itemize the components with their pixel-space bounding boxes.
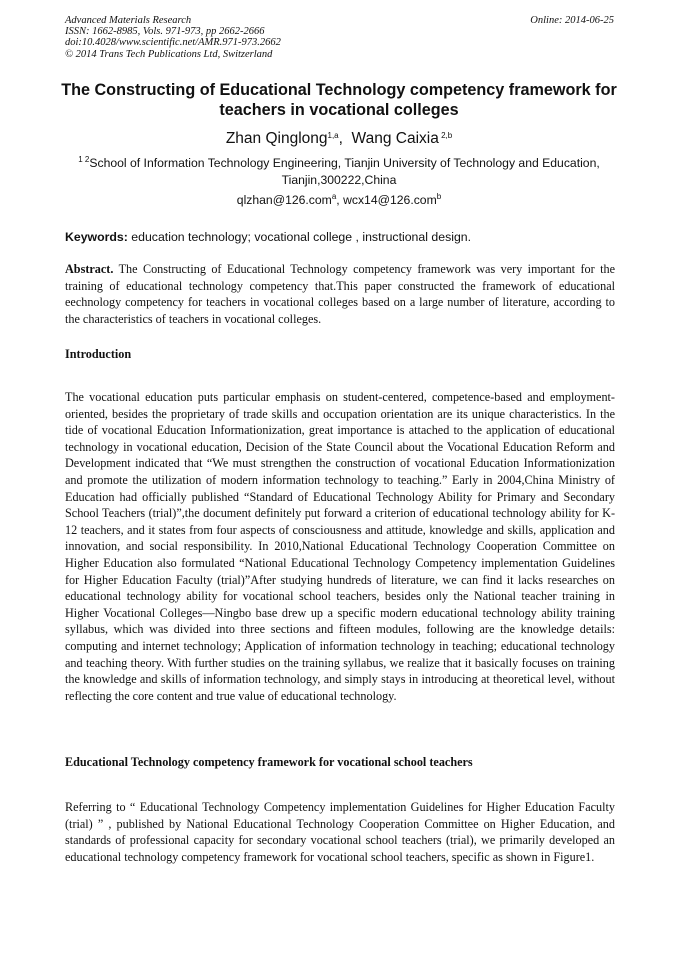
doi-line: doi:10.4028/www.scientific.net/AMR.971-973.2662 bbox=[65, 37, 281, 49]
abstract-text: The Constructing of Educational Technology competency framework was very important for the training of educational technology competency that.This paper constructed the framework of educational eechnology competency for teachers in vocational colleges based on a large number of literature, according to the characteristics of teachers in vocational colleges. bbox=[65, 262, 615, 326]
affiliation-superscript: 1 2 bbox=[78, 155, 90, 164]
author-line bbox=[60, 129, 618, 148]
framework-paragraph: Referring to “ Educational Technology Competency implementation Guidelines for Higher Education Faculty (trial) ” , published by National Educational Technology Cooperation Committee on Higher Education, and standards of professional capacity for secondary vocational school teachers (trial), we primarily developed an educational technology competency framework for vocational school teachers, specific as shown in Figure1. bbox=[65, 800, 615, 864]
author-name: Wang Caixia bbox=[351, 130, 439, 147]
journal-header bbox=[65, 15, 281, 60]
keywords bbox=[65, 229, 615, 245]
section-heading-introduction: Introduction bbox=[65, 347, 132, 361]
online-date: Online: 2014-06-25 bbox=[530, 15, 614, 26]
email-superscript: b bbox=[436, 192, 442, 201]
introduction-paragraph: The vocational education puts particular emphasis on student-centered, competence-based and employment-oriented, besides the proprietary of trade skills and occupation orientation are its unique characteristics. In the tide of vocational Education Informationization, great importance is attached to the application of educational technology in vocational education, Decision of the State Council about the Vocational Education Reform and Development indicated that “We must strengthen the construction of vocational Education Informationization and promote the utilization of modern information technology to teaching.” Early in 2004,China Ministry of Education had officially published “Standard of Educational Technology Ability for Primary and Secondary School Teachers (trial)”,the document definitely put forward a criterion of educational technology ability for K-12 teachers, and it states from four aspects of consciousness and attitude, knowledge and skills, application and innovation, and social responsibility. In 2010,National Educational Technology Cooperation Committee on Higher Education also formulated “National Educational Technology Competency implementation Guidelines for Higher Education Faculty (trial)”After studying hundreds of literature, we can find it lacks researches on educational technology ability for vocational school teachers, besides only the National teacher training in Higher Vocational Colleges—Ningbo base drew up a specific modern educational technology ability training syllabus, which was divided into three sections and fifteen modules, following are the knowledge details: computing and internet technology; Application of information technology in teaching; educational technology and teaching theory. With further studies on the training syllabus, we realize that it basically focuses on training the knowledge and skills of information technology, and simply stays in introducing at theoretical level, without reflecting the core content and true value of educational technology. bbox=[65, 390, 615, 703]
email-superscript: a bbox=[331, 192, 337, 201]
keywords-label: Keywords: bbox=[65, 230, 128, 244]
paper-title: The Constructing of Educational Technology competency framework for teachers in vocational colleges bbox=[61, 81, 617, 119]
author-superscript: 1,a bbox=[327, 131, 339, 140]
issn-line: ISSN: 1662-8985, Vols. 971-973, pp 2662-2666 bbox=[65, 26, 265, 38]
affiliation bbox=[60, 155, 618, 188]
author-superscript: 2,b bbox=[438, 131, 453, 140]
keywords-text: education technology; vocational college , instructional design. bbox=[127, 230, 472, 244]
author-separator: , bbox=[338, 130, 352, 147]
affiliation-text: School of Information Technology Engineering, Tianjin University of Technology and Education, Tianjin,300222,China bbox=[89, 156, 600, 187]
author-name: Zhan Qinglong bbox=[225, 130, 328, 147]
email-line bbox=[60, 192, 618, 208]
email-separator: , bbox=[336, 193, 344, 207]
email-address: qlzhan@126.com bbox=[236, 193, 332, 207]
email-address: wcx14@126.com bbox=[343, 193, 437, 207]
abstract bbox=[65, 261, 615, 327]
section-heading-framework: Educational Technology competency framework for vocational school teachers bbox=[65, 755, 473, 769]
journal-name: Advanced Materials Research bbox=[65, 15, 192, 26]
copyright-line: © 2014 Trans Tech Publications Ltd, Switzerland bbox=[65, 48, 273, 60]
abstract-label: Abstract. bbox=[65, 262, 114, 276]
